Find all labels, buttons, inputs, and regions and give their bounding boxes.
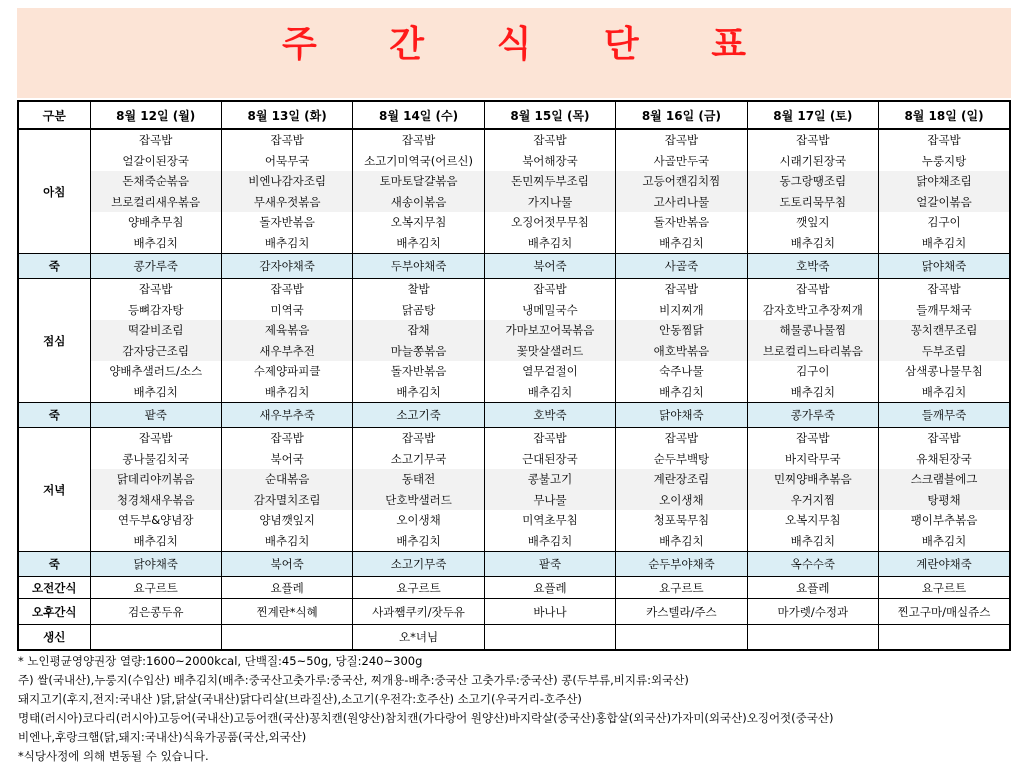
weekly-menu-table — [17, 100, 1011, 651]
morning-snack-item: 요구르트 — [879, 577, 1010, 599]
header-day: 8월 13일 (화) — [221, 101, 352, 129]
menu-item: 김구이 — [747, 361, 878, 382]
porridge-item: 소고기죽 — [353, 403, 484, 428]
morning-snack-item: 요플레 — [747, 577, 878, 599]
menu-item: 감자멸치조림 — [221, 490, 352, 511]
dinner-row — [18, 510, 1010, 531]
morning-snack-label: 오전간식 — [18, 577, 90, 599]
porridge-item: 북어죽 — [221, 552, 352, 577]
menu-item: 동그랑땡조림 — [747, 171, 878, 192]
menu-item: 브로컬리새우볶음 — [90, 192, 221, 213]
breakfast-label: 아침 — [18, 129, 90, 254]
menu-item: 잡곡밥 — [879, 428, 1010, 449]
porridge-item: 닭야채죽 — [90, 552, 221, 577]
dinner-row — [18, 469, 1010, 490]
menu-item: 열무겉절이 — [484, 361, 615, 382]
menu-item: 돌자반볶음 — [221, 212, 352, 233]
menu-item: 미역초무침 — [484, 510, 615, 531]
birthday-item — [879, 625, 1010, 651]
menu-item: 잡곡밥 — [484, 279, 615, 300]
dinner-row — [18, 531, 1010, 552]
porridge-item: 팥죽 — [90, 403, 221, 428]
birthday-item — [616, 625, 747, 651]
menu-item: 탕평채 — [879, 490, 1010, 511]
menu-item: 사골만두국 — [616, 151, 747, 172]
lunch-row — [18, 361, 1010, 382]
note-line: 비엔나,후랑크햄(닭,돼지:국내산)식육가공품(국산,외국산) — [18, 730, 307, 744]
menu-item: 제육볶음 — [221, 320, 352, 341]
menu-item: 김구이 — [879, 212, 1010, 233]
afternoon-snack-item: 검은콩두유 — [90, 599, 221, 625]
menu-item: 잡곡밥 — [484, 428, 615, 449]
porridge-item: 북어죽 — [484, 254, 615, 279]
morning-snack-item: 요플레 — [484, 577, 615, 599]
menu-item: 무새우젓볶음 — [221, 192, 352, 213]
menu-item: 오이생채 — [616, 490, 747, 511]
menu-item: 고사리나물 — [616, 192, 747, 213]
menu-item: 얼갈이볶음 — [879, 192, 1010, 213]
lunch-row — [18, 300, 1010, 321]
lunch-row — [18, 382, 1010, 403]
page-title: 주 간 식 단 표 — [281, 24, 776, 65]
porridge-item: 들깨무죽 — [879, 403, 1010, 428]
note-line: 돼지고기(후지,전지:국내산 )닭,닭살(국내산)닭다리살(브라질산),소고기(우전각:호주산) 소고기(우국거리-호주산) — [18, 692, 582, 706]
menu-item: 잡곡밥 — [353, 129, 484, 151]
menu-item: 청포묵무침 — [616, 510, 747, 531]
menu-item: 배추김치 — [616, 531, 747, 552]
afternoon-snack-item: 카스텔라/주스 — [616, 599, 747, 625]
menu-item: 새우부추전 — [221, 341, 352, 362]
birthday-item — [747, 625, 878, 651]
menu-item: 잡곡밥 — [221, 129, 352, 151]
lunch-porridge-row — [18, 403, 1010, 428]
menu-item: 마늘쫑볶음 — [353, 341, 484, 362]
menu-item: 콩불고기 — [484, 469, 615, 490]
menu-item: 배추김치 — [747, 531, 878, 552]
menu-item: 잡곡밥 — [616, 428, 747, 449]
menu-item: 배추김치 — [879, 531, 1010, 552]
breakfast-row — [18, 151, 1010, 172]
menu-item: 배추김치 — [879, 233, 1010, 254]
porridge-item: 감자야채죽 — [221, 254, 352, 279]
menu-item: 잡곡밥 — [879, 279, 1010, 300]
menu-item: 배추김치 — [221, 382, 352, 403]
header-row — [18, 101, 1010, 129]
menu-item: 닭데리야끼볶음 — [90, 469, 221, 490]
morning-snack-row — [18, 577, 1010, 599]
afternoon-snack-item: 찐계란*식혜 — [221, 599, 352, 625]
morning-snack-item: 요구르트 — [616, 577, 747, 599]
porridge-item: 소고기무죽 — [353, 552, 484, 577]
breakfast-row — [18, 212, 1010, 233]
menu-item: 배추김치 — [353, 531, 484, 552]
menu-item: 배추김치 — [353, 233, 484, 254]
menu-item: 가지나물 — [484, 192, 615, 213]
birthday-item: 오*녀님 — [353, 625, 484, 651]
menu-item: 비엔나감자조림 — [221, 171, 352, 192]
menu-item: 토마토달걀볶음 — [353, 171, 484, 192]
breakfast-row — [18, 192, 1010, 213]
menu-item: 배추김치 — [484, 382, 615, 403]
birthday-row — [18, 625, 1010, 651]
menu-item: 돌자반볶음 — [353, 361, 484, 382]
porridge-item: 두부야채죽 — [353, 254, 484, 279]
menu-item: 배추김치 — [747, 382, 878, 403]
menu-item: 배추김치 — [484, 233, 615, 254]
menu-item: 북어해장국 — [484, 151, 615, 172]
menu-item: 콩나물김치국 — [90, 449, 221, 470]
menu-item: 배추김치 — [616, 382, 747, 403]
menu-item: 바지락무국 — [747, 449, 878, 470]
header-day: 8월 18일 (일) — [879, 101, 1010, 129]
notes — [18, 652, 1018, 766]
menu-item: 배추김치 — [90, 233, 221, 254]
note-line: * 노인평균영양권장 열량:1600~2000kcal, 단백질:45~50g, 당질:240~300g — [18, 654, 423, 668]
menu-item: 배추김치 — [90, 382, 221, 403]
afternoon-snack-item: 찐고구마/매실쥬스 — [879, 599, 1010, 625]
menu-item: 계란장조림 — [616, 469, 747, 490]
menu-item: 잡곡밥 — [221, 428, 352, 449]
menu-item: 애호박볶음 — [616, 341, 747, 362]
menu-item: 브로컬리느타리볶음 — [747, 341, 878, 362]
breakfast-porridge-row — [18, 254, 1010, 279]
menu-item: 닭곰탕 — [353, 300, 484, 321]
menu-item: 잡곡밥 — [90, 428, 221, 449]
birthday-item — [221, 625, 352, 651]
menu-item: 배추김치 — [484, 531, 615, 552]
menu-item: 잡곡밥 — [616, 129, 747, 151]
breakfast-row — [18, 129, 1010, 151]
dinner-porridge-row — [18, 552, 1010, 577]
dinner-row — [18, 490, 1010, 511]
menu-item: 순두부백탕 — [616, 449, 747, 470]
menu-item: 동태전 — [353, 469, 484, 490]
menu-item: 새송이볶음 — [353, 192, 484, 213]
menu-item: 닭야채조림 — [879, 171, 1010, 192]
porridge-item: 닭야채죽 — [879, 254, 1010, 279]
menu-item: 돈채죽순볶음 — [90, 171, 221, 192]
menu-item: 양배추무침 — [90, 212, 221, 233]
header-day: 8월 16일 (금) — [616, 101, 747, 129]
afternoon-snack-item: 사과쨈쿠키/잣두유 — [353, 599, 484, 625]
menu-item: 도토리묵무침 — [747, 192, 878, 213]
header-day: 8월 12일 (월) — [90, 101, 221, 129]
menu-item: 들깨무채국 — [879, 300, 1010, 321]
menu-item: 냉메밀국수 — [484, 300, 615, 321]
menu-body — [18, 129, 1010, 650]
note-line: *식당사정에 의해 변동될 수 있습니다. — [18, 749, 209, 763]
lunch-row — [18, 341, 1010, 362]
menu-item: 청경채새우볶음 — [90, 490, 221, 511]
menu-item: 잡채 — [353, 320, 484, 341]
menu-item: 두부조림 — [879, 341, 1010, 362]
menu-item: 고등어캔김치찜 — [616, 171, 747, 192]
header-day: 8월 15일 (목) — [484, 101, 615, 129]
menu-item: 어묵무국 — [221, 151, 352, 172]
afternoon-snack-row — [18, 599, 1010, 625]
note-line: 주) 쌀(국내산),누룽지(수입산) 배추김치(배추:중국산고춧가루:중국산, 찌개용-배추:중국산 고춧가루:중국산) 콩(두부류,비지류:외국산) — [18, 673, 689, 687]
menu-item: 얼갈이된장국 — [90, 151, 221, 172]
menu-item: 배추김치 — [747, 233, 878, 254]
birthday-item — [90, 625, 221, 651]
dinner-row — [18, 449, 1010, 470]
menu-item: 팽이부추볶음 — [879, 510, 1010, 531]
menu-item: 근대된장국 — [484, 449, 615, 470]
menu-item: 잡곡밥 — [353, 428, 484, 449]
birthday-item — [484, 625, 615, 651]
menu-item: 단호박샐러드 — [353, 490, 484, 511]
menu-item: 떡갈비조림 — [90, 320, 221, 341]
header-day: 8월 14일 (수) — [353, 101, 484, 129]
menu-item: 잡곡밥 — [90, 129, 221, 151]
menu-item: 비지찌개 — [616, 300, 747, 321]
menu-item: 민찌양배추볶음 — [747, 469, 878, 490]
menu-item: 배추김치 — [353, 382, 484, 403]
menu-item: 배추김치 — [221, 233, 352, 254]
birthday-label: 생신 — [18, 625, 90, 651]
menu-item: 감자호박고추장찌개 — [747, 300, 878, 321]
menu-item: 우거지찜 — [747, 490, 878, 511]
menu-item: 유채된장국 — [879, 449, 1010, 470]
porridge-item: 사골죽 — [616, 254, 747, 279]
menu-item: 소고기무국 — [353, 449, 484, 470]
menu-item: 잡곡밥 — [879, 129, 1010, 151]
lunch-label: 점심 — [18, 279, 90, 403]
menu-item: 잡곡밥 — [747, 428, 878, 449]
porridge-item: 순두부야채죽 — [616, 552, 747, 577]
menu-item: 미역국 — [221, 300, 352, 321]
porridge-item: 콩가루죽 — [90, 254, 221, 279]
afternoon-snack-item: 마가렛/수정과 — [747, 599, 878, 625]
porridge-item: 팥죽 — [484, 552, 615, 577]
menu-item: 해물콩나물찜 — [747, 320, 878, 341]
header-category: 구분 — [18, 101, 90, 129]
menu-item: 수제양파피클 — [221, 361, 352, 382]
menu-item: 오복지무침 — [353, 212, 484, 233]
porridge-label: 죽 — [18, 254, 90, 279]
porridge-item: 계란야채죽 — [879, 552, 1010, 577]
menu-item: 찰밥 — [353, 279, 484, 300]
header-day: 8월 17일 (토) — [747, 101, 878, 129]
menu-item: 배추김치 — [221, 531, 352, 552]
porridge-item: 호박죽 — [747, 254, 878, 279]
menu-item: 돈민찌두부조림 — [484, 171, 615, 192]
menu-item: 감자당근조림 — [90, 341, 221, 362]
menu-item: 누룽지탕 — [879, 151, 1010, 172]
menu-item: 등뼈감자탕 — [90, 300, 221, 321]
menu-item: 배추김치 — [616, 233, 747, 254]
menu-item: 잡곡밥 — [747, 279, 878, 300]
menu-item: 북어국 — [221, 449, 352, 470]
menu-item: 깻잎지 — [747, 212, 878, 233]
menu-item: 배추김치 — [90, 531, 221, 552]
menu-item: 숙주나물 — [616, 361, 747, 382]
menu-item: 오이생채 — [353, 510, 484, 531]
menu-item: 배추김치 — [879, 382, 1010, 403]
menu-item: 양배추샐러드/소스 — [90, 361, 221, 382]
morning-snack-item: 요플레 — [221, 577, 352, 599]
menu-item: 삼색콩나물무침 — [879, 361, 1010, 382]
porridge-item: 새우부추죽 — [221, 403, 352, 428]
menu-item: 소고기미역국(어르신) — [353, 151, 484, 172]
menu-item: 양념깻잎지 — [221, 510, 352, 531]
menu-item: 오징어젓무무침 — [484, 212, 615, 233]
menu-item: 안동찜닭 — [616, 320, 747, 341]
menu-item: 시래기된장국 — [747, 151, 878, 172]
menu-item: 꽃맛살샐러드 — [484, 341, 615, 362]
menu-item: 스크램블에그 — [879, 469, 1010, 490]
note-line: 명태(러시아)코다리(러시아)고등어(국내산)고등어캔(국산)꽁치캔(원양산)참치캔(가다랑어 원양산)바지락살(중국산)홍합살(외국산)가자미(외국산)오징어젓(중국산) — [18, 711, 834, 725]
afternoon-snack-item: 바나나 — [484, 599, 615, 625]
title-banner — [17, 8, 1011, 98]
breakfast-row — [18, 233, 1010, 254]
menu-item: 잡곡밥 — [90, 279, 221, 300]
menu-item: 가마보꼬어묵볶음 — [484, 320, 615, 341]
dinner-label: 저녁 — [18, 428, 90, 552]
breakfast-row — [18, 171, 1010, 192]
porridge-item: 닭야채죽 — [616, 403, 747, 428]
menu-item: 연두부&양념장 — [90, 510, 221, 531]
lunch-row — [18, 320, 1010, 341]
porridge-item: 콩가루죽 — [747, 403, 878, 428]
menu-item: 잡곡밥 — [616, 279, 747, 300]
lunch-row — [18, 279, 1010, 300]
menu-item: 잡곡밥 — [484, 129, 615, 151]
morning-snack-item: 요구르트 — [90, 577, 221, 599]
porridge-label: 죽 — [18, 403, 90, 428]
porridge-label: 죽 — [18, 552, 90, 577]
dinner-row — [18, 428, 1010, 449]
menu-item: 잡곡밥 — [221, 279, 352, 300]
menu-item: 잡곡밥 — [747, 129, 878, 151]
porridge-item: 옥수수죽 — [747, 552, 878, 577]
menu-item: 꽁치캔무조림 — [879, 320, 1010, 341]
menu-item: 무나물 — [484, 490, 615, 511]
menu-item: 순대볶음 — [221, 469, 352, 490]
morning-snack-item: 요구르트 — [353, 577, 484, 599]
afternoon-snack-label: 오후간식 — [18, 599, 90, 625]
menu-item: 오복지무침 — [747, 510, 878, 531]
menu-item: 돌자반볶음 — [616, 212, 747, 233]
porridge-item: 호박죽 — [484, 403, 615, 428]
